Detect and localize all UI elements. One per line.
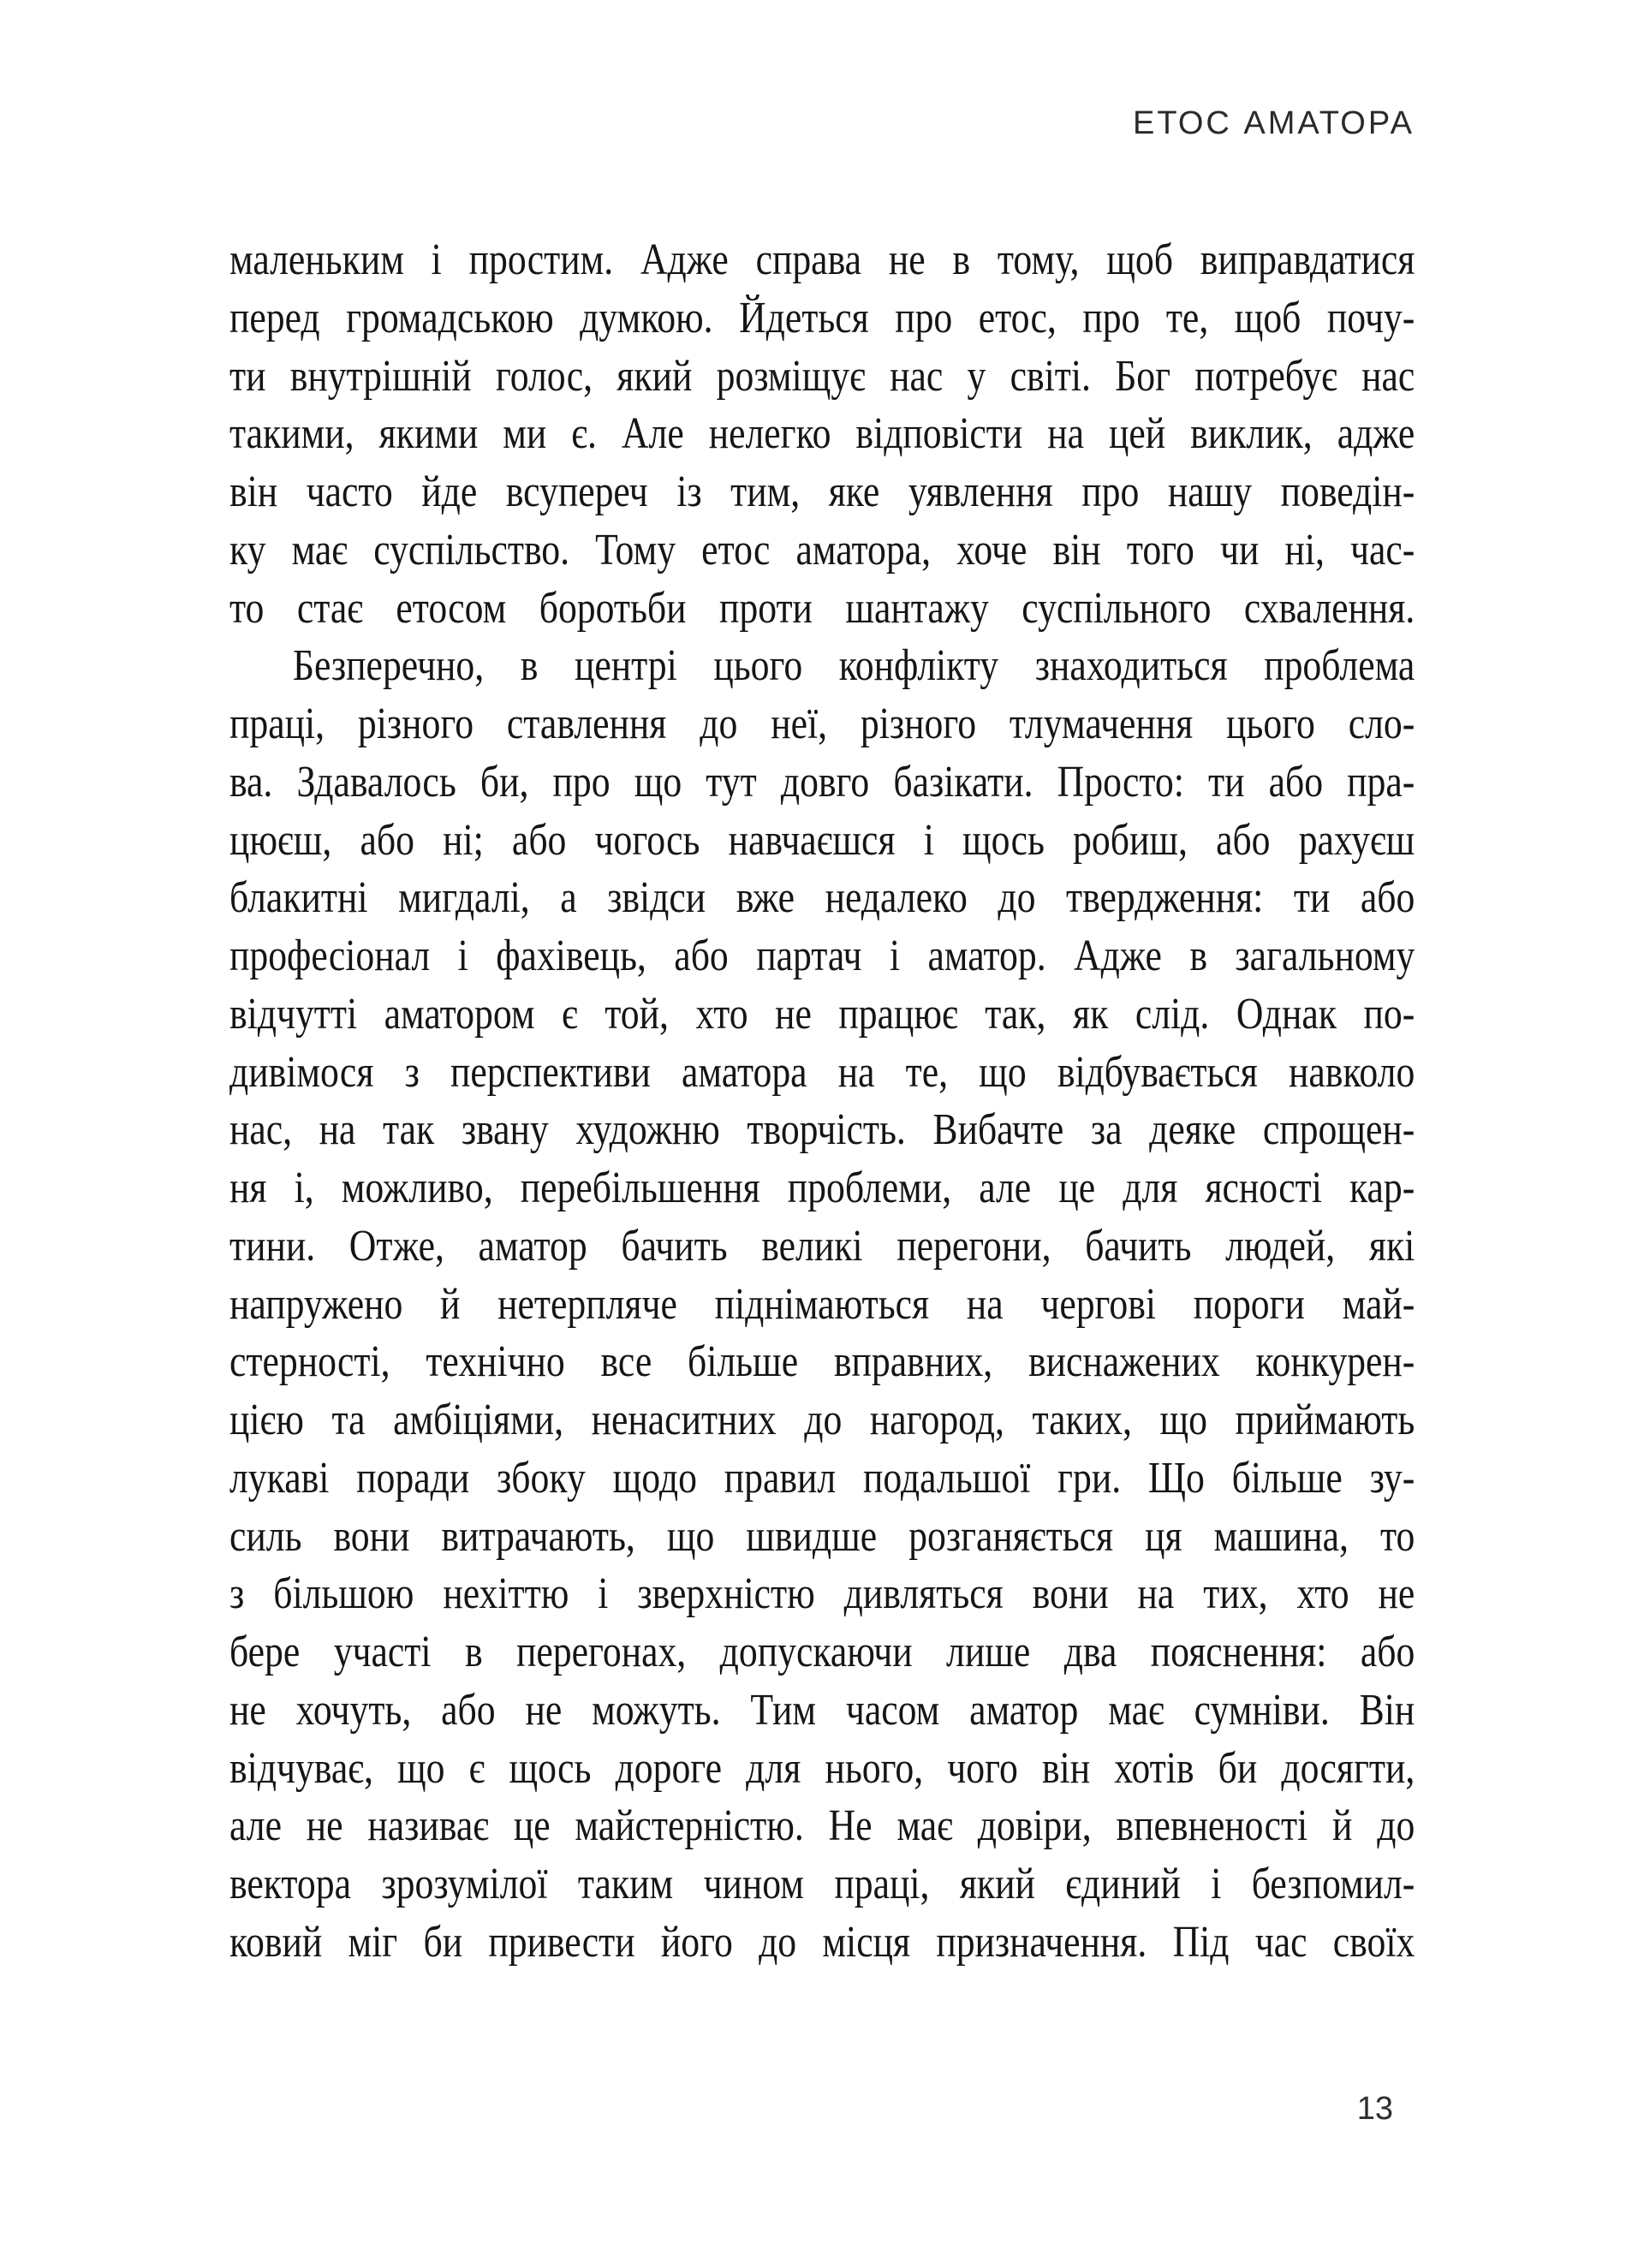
text-line: ва. Здавалось би, про що тут довго базікати. Просто: ти або пра-: [229, 757, 1415, 807]
text-line: праці, різного ставлення до неї, різного тлумачення цього сло-: [229, 699, 1415, 748]
text-line: блакитні мигдалі, а звідси вже недалеко до твердження: ти або: [229, 873, 1415, 923]
text-line: тини. Отже, аматор бачить великі перегони, бачить людей, які: [229, 1221, 1415, 1271]
text-line: ня і, можливо, перебільшення проблеми, але це для ясності кар-: [229, 1164, 1415, 1212]
text-line: професіонал і фахівець, або партач і аматор. Адже в загальному: [229, 932, 1415, 980]
text-line: маленьким і простим. Адже справа не в тому, щоб виправдатися: [229, 235, 1415, 284]
text-line: цюєш, або ні; або чогось навчаєшся і щось робиш, або рахуєш: [229, 815, 1415, 865]
text-line: відчутті аматором є той, хто не працює так, як слід. Однак по-: [229, 989, 1415, 1039]
text-line: ти внутрішній голос, який розміщує нас у світі. Бог потребує нас: [229, 351, 1415, 401]
text-line: відчуває, що є щось дороге для нього, чого він хотів би досягти,: [229, 1743, 1415, 1793]
text-line: Безперечно, в центрі цього конфлікту знаходиться проблема: [292, 641, 1415, 691]
text-line: перед громадською думкою. Йдеться про етос, про те, щоб почу-: [229, 293, 1415, 342]
text-line: нас, на так звану художню творчість. Вибачте за деяке спрощен-: [229, 1105, 1415, 1155]
text-line: силь вони витрачають, що швидше розганяється ця машина, то: [229, 1511, 1415, 1561]
text-line: ковий міг би привести його до місця призначення. Під час своїх: [229, 1917, 1415, 1967]
text-line: напружено й нетерпляче піднімаються на чергові пороги май-: [229, 1279, 1415, 1329]
text-line: ку має суспільство. Тому етос аматора, хоче він того чи ні, час-: [229, 525, 1415, 574]
page-number: 13: [1356, 2091, 1393, 2127]
running-head: ЕТОС АМАТОРА: [1133, 105, 1415, 141]
text-line: але не називає це майстерністю. Не має довіри, впевненості й до: [229, 1801, 1415, 1851]
text-line: вектора зрозумілої таким чином праці, який єдиний і безпомил-: [229, 1860, 1415, 1908]
text-line: він часто йде всупереч із тим, яке уявлення про нашу поведін-: [229, 467, 1415, 516]
text-line: лукаві поради збоку щодо правил подальшої гри. Що більше зу-: [229, 1453, 1415, 1503]
text-line: стерності, технічно все більше вправних, виснажених конкурен-: [229, 1337, 1415, 1387]
text-line: з більшою нехіттю і зверхністю дивляться вони на тих, хто не: [229, 1569, 1415, 1619]
text-line: цією та амбіціями, ненаситних до нагород, таких, що приймають: [229, 1396, 1415, 1444]
text-line: не хочуть, або не можуть. Тим часом аматор має сумніви. Він: [229, 1685, 1415, 1735]
text-line: бере участі в перегонах, допускаючи лише два пояснення: або: [229, 1628, 1415, 1676]
text-line: дивімося з перспективи аматора на те, що відбувається навколо: [229, 1047, 1415, 1097]
text-line: такими, якими ми є. Але нелегко відповісти на цей виклик, адже: [229, 409, 1415, 459]
text-block: [229, 231, 1415, 1972]
text-line: то стає етосом боротьби проти шантажу суспільного схвалення.: [229, 583, 1415, 633]
